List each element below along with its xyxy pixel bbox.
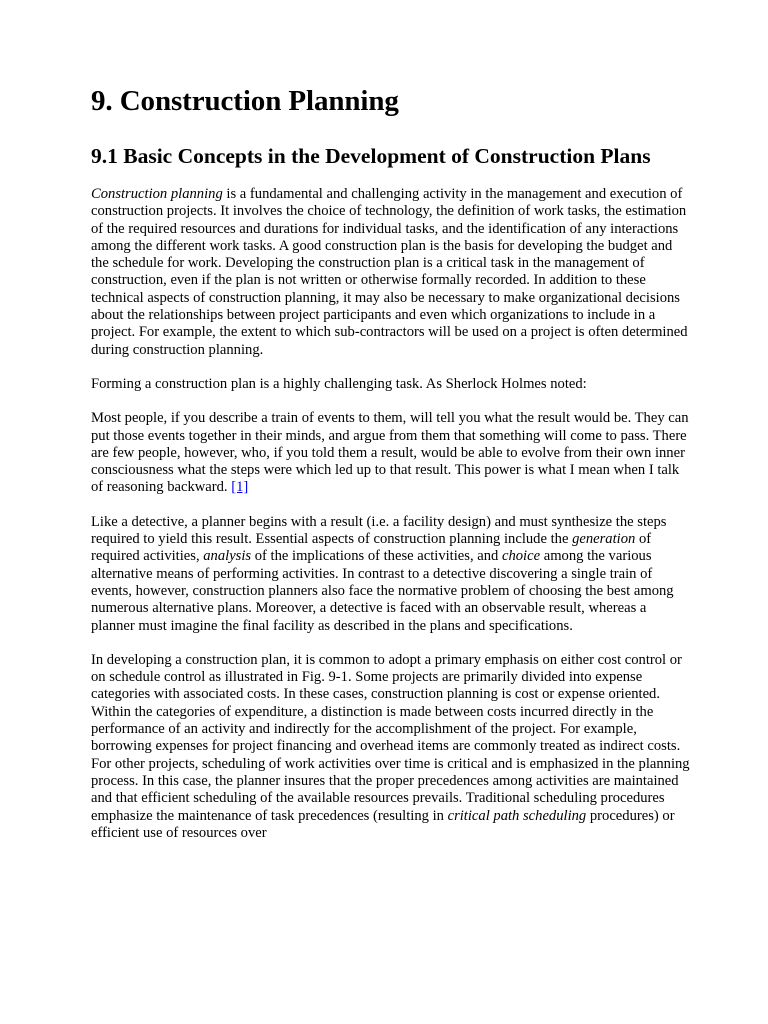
document-page — [91, 84, 691, 859]
paragraph-intro-text: is a fundamental and challenging activity in the management and execution of construction projects. It involves the choice of technology, the definition of work tasks, the estimation of the required resources and durations for individual tasks, and the identification of any interactions among the different work tasks. A good construction plan is the basis for developing the budget and the schedule for work. Developing the construction plan is a critical task in the management of construction, even if the plan is not written or otherwise formally recorded. In addition to these technical aspects of construction planning, it may also be necessary to make organizational decisions about the relationships between project participants and even which organizations to include in a project. For example, the extent to which sub-contractors will be used on a project is often determined during construction planning. — [91, 186, 688, 358]
text-span: Like a detective, a planner begins with a result (i.e. a facility design) and must synthesize the steps required to yield this result. Essential aspects of construction planning include the — [91, 513, 667, 548]
text-span: procedures) or efficient use of resources over — [91, 807, 675, 841]
text-span: among the various alternative means of performing activities. In contrast to a detective discovering a single train of events, however, construction planners also face the normative problem of choosing the best among numerous alternative plans. Moreover, a detective is faced with an observable result, whereas a planner must imagine the final facility as described in the plans and specifications. — [91, 548, 674, 634]
text-span: of required activities, — [91, 531, 652, 565]
chapter-title: 9. Construction Planning — [91, 85, 399, 117]
term-critical-path-scheduling: critical path scheduling — [447, 807, 587, 824]
paragraph-cost-schedule — [91, 652, 691, 842]
text-span: In developing a construction plan, it is common to adopt a primary emphasis on either cost control or on schedule control as illustrated in Fig. 9-1. Some projects are primarily divided into expense categories with associated costs. In these cases, construction planning is cost or expense oriented. Within the categories of expenditure, a distinction is made between costs incurred directly in the performance of an activity and indirectly for the accomplishment of the project. For example, borrowing expenses for project financing and overhead items are commonly treated as indirect costs. For other projects, scheduling of work activities over time is critical and is emphasized in the planning process. In this case, the planner insures that the proper precedences among activities are maintained and that efficient scheduling of the available resources prevails. Traditional scheduling procedures emphasize the maintenance of task precedences (resulting in — [91, 651, 690, 824]
term-choice: choice — [501, 548, 541, 565]
paragraph-holmes-quote — [91, 410, 691, 496]
quote-text: Most people, if you describe a train of events to them, will tell you what the result would be. They can put those events together in their minds, and argue from them that something will come to pass. There are few people, however, who, if you told them a result, would be able to evolve from their own inner consciousness what the steps were which led up to that result. This power is what I mean when I talk of reasoning backward. — [91, 410, 689, 496]
section-title: 9.1 Basic Concepts in the Development of Construction Plans — [91, 144, 651, 168]
term-analysis: analysis — [203, 548, 252, 565]
footnote-link[interactable]: [1] — [231, 479, 249, 496]
term-generation: generation — [572, 531, 636, 548]
term-construction-planning: Construction planning — [91, 186, 223, 202]
paragraph-detective — [91, 514, 691, 635]
paragraph-holmes-lead: Forming a construction plan is a highly challenging task. As Sherlock Holmes noted: — [91, 375, 587, 392]
paragraph-intro — [91, 186, 691, 359]
text-span: of the implications of these activities, and — [251, 548, 502, 565]
